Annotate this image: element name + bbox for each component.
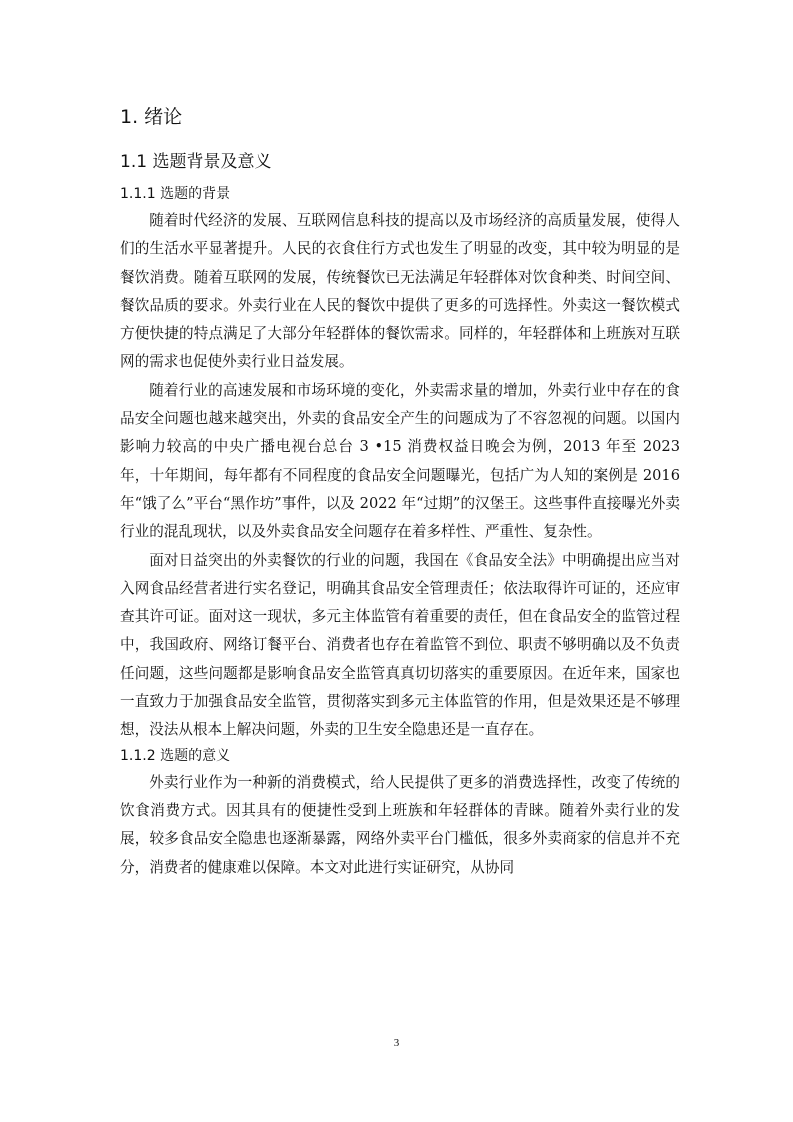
paragraph: 面对日益突出的外卖餐饮的行业的问题，我国在《食品安全法》中明确提出应当对入网食品经营者进行实名登记，明确其食品安全管理责任；依法取得许可证的，还应审查其许可证。面对这一现状，多元主体监管有着重要的责任，但在食品安全的监管过程中，我国政府、网络订餐平台、消费者也存在着监管不到位、职责不够明确以及不负责任问题，这些问题都是影响食品安全监管真真切切落实的重要原因。在近年来，国家也一直致力于加强食品安全监管，贯彻落实到多元主体监管的作用，但是效果还是不够理想，没法从根本上解决问题，外卖的卫生安全隐患还是一直存在。 [120, 551, 680, 739]
page-content [120, 103, 680, 882]
paragraph: 随着行业的高速发展和市场环境的变化，外卖需求量的增加，外卖行业中存在的食品安全问题也越来越突出，外卖的食品安全产生的问题成为了不容忽视的问题。以国内影响力较高的中央广播电视台总台 3 •15 消费权益日晚会为例，2013 年至 2023 年，十年期间，每年都有不同程度的食品安全问题曝光，包括广为人知的案例是 2016 年“饿了么”平台“黑作坊”事件，以及 2022 年“过期”的汉堡王。这些事件直接曝光外卖行业的混乱现状，以及外卖食品安全问题存在着多样性、严重性、复杂性。 [120, 381, 680, 541]
subsection-heading-significance: 1.1.2 选题的意义 [120, 747, 231, 764]
chapter-heading: 1. 绪论 [120, 106, 183, 128]
section-heading: 1.1 选题背景及意义 [120, 152, 272, 172]
subsection-heading-background: 1.1.1 选题的背景 [120, 186, 231, 202]
paragraph: 随着时代经济的发展、互联网信息科技的提高以及市场经济的高质量发展，使得人们的生活水平显著提升。人民的衣食住行方式也发生了明显的改变，其中较为明显的是餐饮消费。随着互联网的发展，传统餐饮已无法满足年轻群体对饮食种类、时间空间、餐饮品质的要求。外卖行业在人民的餐饮中提供了更多的可选择性。外卖这一餐饮模式方便快捷的特点满足了大部分年轻群体的餐饮需求。同样的，年轻群体和上班族对互联网的需求也促使外卖行业日益发展。 [120, 212, 680, 371]
paragraph: 外卖行业作为一种新的消费模式，给人民提供了更多的消费选择性，改变了传统的饮食消费方式。因其具有的便捷性受到上班族和年轻群体的青睐。随着外卖行业的发展，较多食品安全隐患也逐渐暴露，网络外卖平台门槛低，很多外卖商家的信息并不充分，消费者的健康难以保障。本文对此进行实证研究，从协同 [120, 773, 680, 876]
page-number: 3 [393, 1037, 400, 1049]
